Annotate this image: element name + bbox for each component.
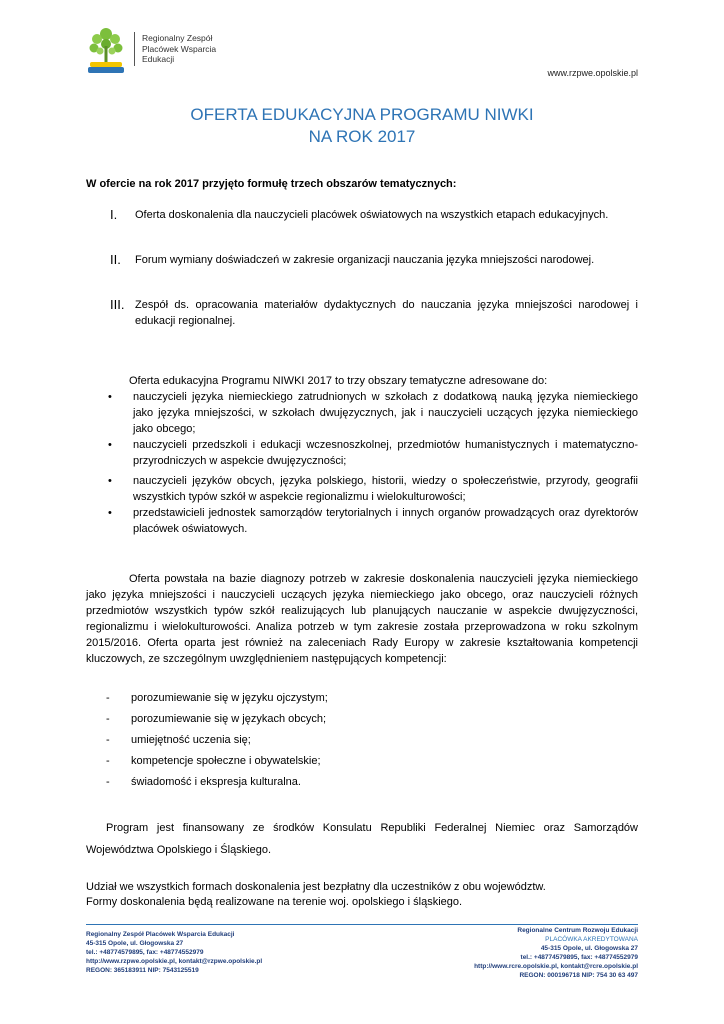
area-number: II. bbox=[110, 252, 121, 267]
intro-text: W ofercie na rok 2017 przyjęto formułę trzech obszarów tematycznych: bbox=[86, 178, 457, 190]
footer-contact-link[interactable]: http://www.rzpwe.opolskie.pl, kontakt@rzpwe.opolskie.pl bbox=[86, 958, 263, 965]
dash-marker: - bbox=[106, 776, 110, 788]
competency-text: umiejętność uczenia się; bbox=[131, 734, 251, 746]
footer-right bbox=[474, 926, 638, 980]
audience-intro: Oferta edukacyjna Programu NIWKI 2017 to trzy obszary tematyczne adresowane do: bbox=[129, 375, 548, 387]
audience-item bbox=[108, 389, 638, 437]
area-item bbox=[110, 297, 638, 329]
title-line-1: OFERTA EDUKACYJNA PROGRAMU NIWKI bbox=[190, 105, 534, 124]
audience-text: nauczycieli języka niemieckiego zatrudnionych w szkołach z dodatkową nauką języka niemieckiego jako języka mniejszości, w szkołach dwujęzycznych, jak i nauczycieli uczących języka niemieckiego jako obcego; bbox=[133, 391, 638, 435]
competency-item bbox=[106, 732, 251, 748]
competency-text: kompetencje społeczne i obywatelskie; bbox=[131, 755, 321, 767]
dash-marker: - bbox=[106, 734, 110, 746]
bullet-icon: • bbox=[108, 507, 112, 519]
logo-line: Edukacji bbox=[142, 54, 175, 64]
footer-phone: tel.: +48774579895, fax: +48774552979 bbox=[86, 949, 204, 956]
footer-address: 45-315 Opole, ul. Głogowska 27 bbox=[86, 940, 184, 947]
title-line-2: NA ROK 2017 bbox=[308, 127, 416, 146]
audience-item bbox=[108, 437, 638, 469]
competency-item bbox=[106, 774, 301, 790]
footer-org-name: Regionalny Zespół Placówek Wsparcia Edukacji bbox=[86, 931, 235, 938]
footer-org-name: Regionalne Centrum Rozwoju Edukacji bbox=[517, 927, 638, 934]
footer-left bbox=[86, 930, 262, 975]
bullet-icon: • bbox=[108, 391, 112, 403]
dash-marker: - bbox=[106, 755, 110, 767]
dash-marker: - bbox=[106, 692, 110, 704]
logo-text bbox=[142, 33, 216, 65]
funding-paragraph: Program jest finansowany ze środków Konsulatu Republiki Federalnej Niemiec oraz Samorządów Województwa Opolskiego i Śląskiego. bbox=[86, 822, 638, 856]
footer-phone: tel.: +48774579895, fax: +48774552979 bbox=[520, 954, 638, 961]
footer-regon: REGON: 000196718 NIP: 754 30 63 497 bbox=[519, 972, 638, 979]
website-link[interactable]: www.rzpwe.opolskie.pl bbox=[547, 68, 638, 78]
area-number: I. bbox=[110, 207, 118, 222]
area-text: Oferta doskonalenia dla nauczycieli placówek oświatowych na wszystkich etapach edukacyjnych. bbox=[135, 209, 609, 221]
audience-item bbox=[108, 505, 638, 537]
organization-logo-icon bbox=[84, 24, 128, 76]
competency-text: porozumiewanie się w języku ojczystym; bbox=[131, 692, 328, 704]
basis-paragraph: Oferta powstała na bazie diagnozy potrzeb w zakresie doskonalenia nauczycieli języka niemieckiego jako języka mniejszości i nauczycieli uczących języka niemieckiego jako obcego, oraz nauczycieli różnych przedmiotów wszystkich typów szkół realizujących lub planujących nauczanie w aspekcie dwujęzyczności, regionalizmu i wielokulturowości. Analiza potrzeb w tym zakresie została przeprowadzona w roku szkolnym 2015/2016. Oferta oparta jest również na zaleceniach Rady Europy w zakresie kształtowania kompetencji kluczowych, ze szczególnym uwzględnieniem następujących kompetencji: bbox=[86, 573, 638, 665]
logo-line: Placówek Wsparcia bbox=[142, 43, 217, 54]
audience-text: przedstawicieli jednostek samorządów terytorialnych i innych organów prowadzących oraz dyrektorów placówek oświatowych. bbox=[133, 507, 638, 535]
bullet-icon: • bbox=[108, 439, 112, 451]
audience-item bbox=[108, 473, 638, 505]
footer-regon: REGON: 365183911 NIP: 7543125519 bbox=[86, 967, 199, 974]
competency-item bbox=[106, 753, 321, 769]
competency-item bbox=[106, 711, 326, 727]
dash-marker: - bbox=[106, 713, 110, 725]
area-text: Zespół ds. opracowania materiałów dydaktycznych do nauczania języka mniejszości narodowej i edukacji regionalnej. bbox=[135, 299, 638, 327]
location-line: Formy doskonalenia będą realizowane na terenie woj. opolskiego i śląskiego. bbox=[86, 896, 463, 908]
footer-contact-link[interactable]: http://www.rcre.opolskie.pl, kontakt@rcre.opolskie.pl bbox=[474, 963, 638, 970]
footer-address: 45-315 Opole, ul. Głogowska 27 bbox=[540, 945, 638, 952]
area-number: III. bbox=[110, 297, 125, 312]
area-item bbox=[110, 252, 638, 268]
area-item bbox=[110, 207, 638, 223]
logo-line: Regionalny Zespół bbox=[142, 33, 213, 43]
competency-item bbox=[106, 690, 328, 706]
logo-divider bbox=[134, 32, 135, 66]
audience-text: nauczycieli języków obcych, języka polskiego, historii, wiedzy o społeczeństwie, przyrody, geografii wszystkich typów szkół w aspekcie regionalizmu i wielokulturowości; bbox=[133, 475, 638, 503]
competency-text: porozumiewanie się w językach obcych; bbox=[131, 713, 327, 725]
accreditation-label: PLACÓWKA AKREDYTOWANA bbox=[545, 936, 638, 943]
audience-text: nauczycieli przedszkoli i edukacji wczesnoszkolnej, przedmiotów humanistycznych i matematyczno-przyrodniczych w aspekcie dwujęzyczności; bbox=[133, 439, 638, 467]
free-participation-line: Udział we wszystkich formach doskonalenia jest bezpłatny dla uczestników z obu województw. bbox=[86, 881, 546, 893]
area-text: Forum wymiany doświadczeń w zakresie organizacji nauczania języka mniejszości narodowej. bbox=[135, 254, 595, 266]
bullet-icon: • bbox=[108, 475, 112, 487]
competency-text: świadomość i ekspresja kulturalna. bbox=[131, 776, 301, 788]
page-title bbox=[0, 104, 724, 148]
footer-divider bbox=[86, 924, 638, 925]
